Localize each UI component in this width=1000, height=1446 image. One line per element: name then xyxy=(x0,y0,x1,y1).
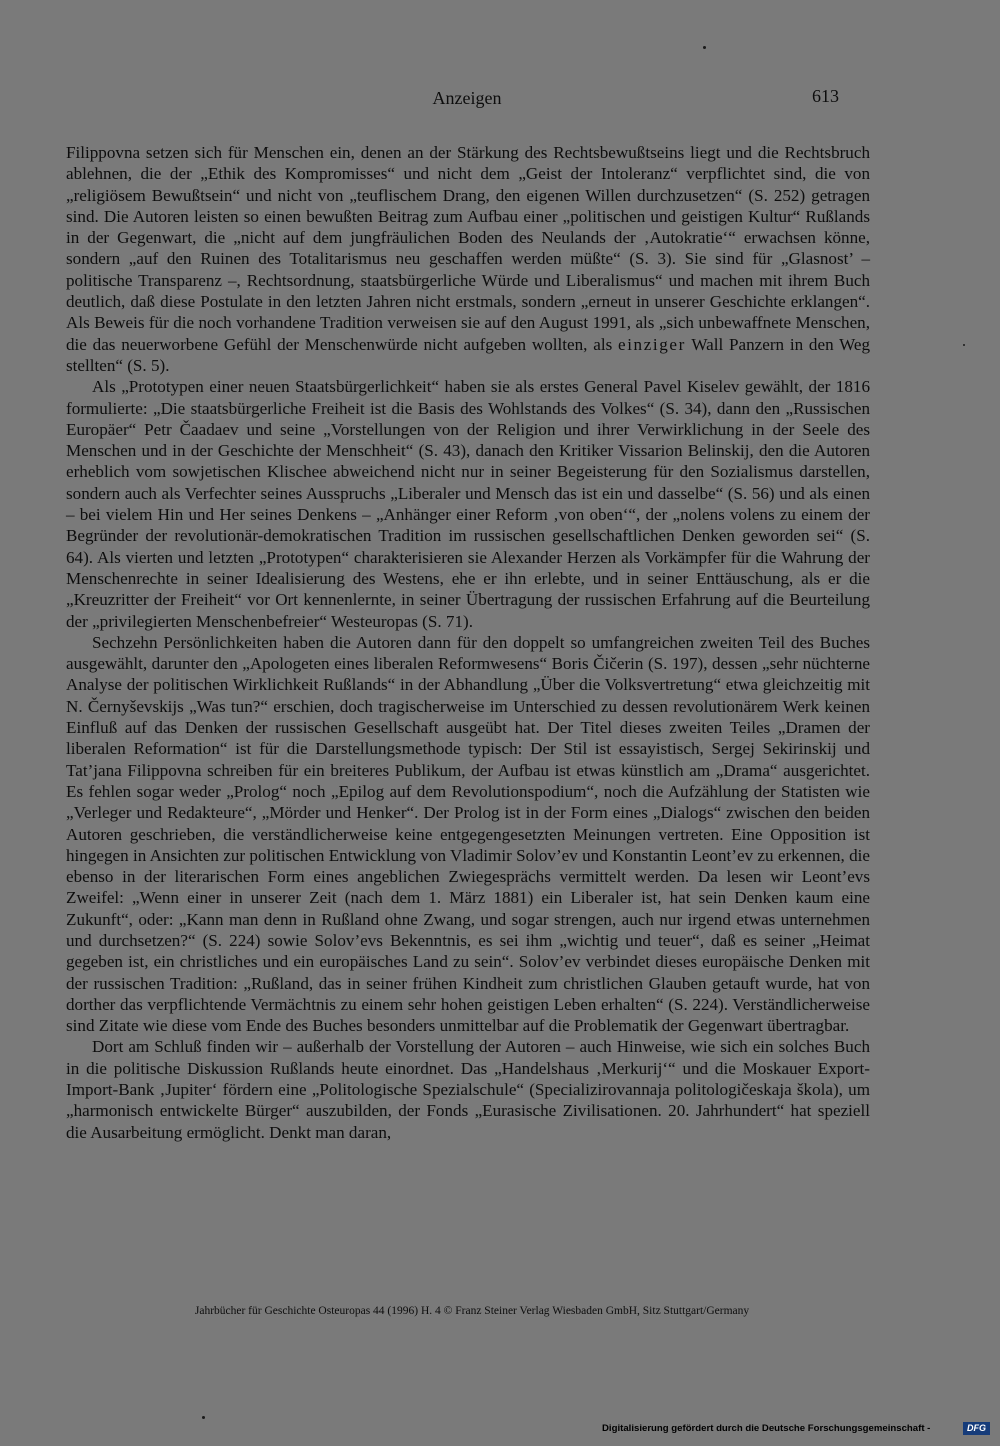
header-title: Anzeigen xyxy=(432,88,502,108)
paragraph-1 xyxy=(66,142,870,376)
paragraph-4: Dort am Schluß finden wir – außerhalb der Vorstellung der Autoren – auch Hinweise, wie sich ein solches Buch in die politische Diskussion Rußlands heute einordnet. Das „Handelshaus ‚Merkurij‘“ und die Moskauer Export-Import-Bank ‚Jupiter‘ fördern eine „Politologische Spezialschule“ (Specializirovannaja politologičeskaja škola), um „harmonisch entwickelte Bürger“ auszubilden, der Fonds „Eurasische Zivilisationen. 20. Jahrhundert“ hat speziell die Ausarbeitung ermöglicht. Denkt man daran, xyxy=(66,1037,870,1142)
scan-speck xyxy=(703,46,706,49)
digitization-banner: Digitalisierung gefördert durch die Deutsche Forschungsgemeinschaft - xyxy=(602,1423,931,1434)
article-body xyxy=(66,142,870,1143)
emphasis-einziger: einziger xyxy=(618,334,686,354)
dfg-logo: DFG xyxy=(963,1422,990,1435)
scan-speck xyxy=(202,1416,205,1419)
paragraph-1-text-a: Filippovna setzen sich für Menschen ein, denen an der Stärkung des Rechtsbewußtseins liegt und die Rechtsbruch ablehnen, die der „Ethik des Kompromisses“ und nicht dem „Geist der Intoleranz“ verpflichtet sind, die von „religiösem Bewußtsein“ und nicht von „teuflischem Drang, den eigenen Willen durchzusetzen“ (S. 252) getragen sind. Die Autoren leisten so einen bewußten Beitrag zum Aufbau einer „politischen und geistigen Kultur“ Rußlands in der Gegenwart, die „nicht auf dem jungfräulichen Boden des Neulands der ‚Autokratie‘“ erwachsen könne, sondern „auf den Ruinen des Totalitarismus neu geschaffen werden müßte“ (S. 3). Sie sind für „Glasnost’ – politische Transparenz –, Rechtsordnung, staatsbürgerliche Würde und Liberalismus“ und machen mit ihrem Buch deutlich, daß diese Postulate in den letzten Jahren nicht erstmals, sondern „erneut in unserer Geschichte erklangen“. Als Beweis für die noch vorhandene Tradition verweisen sie auf den August 1991, als „sich unbewaffnete Menschen, die das neuerworbene Gefühl der Menschenwürde nicht aufgeben wollten, als xyxy=(66,143,870,354)
page-number: 613 xyxy=(812,86,839,106)
paragraph-2: Als „Prototypen einer neuen Staatsbürgerlichkeit“ haben sie als erstes General Pavel Kiselev gewählt, der 1816 formulierte: „Die staatsbürgerliche Freiheit ist die Basis des Wohlstands des Volkes“ (S. 34), dann den „Russischen Europäer“ Petr Čaadaev und seine „Vorstellungen von der Religion und ihrer Verwirklichung in der Seele des Menschen und in der Geschichte der Menschheit“ (S. 43), danach den Kritiker Vissarion Belinskij, den die Autoren erheblich vom sowjetischen Klischee abweichend nicht nur in seiner Begeisterung für den Sozialismus darstellen, sondern auch als Verfechter seines Ausspruchs „Liberaler und Mensch das ist ein und dasselbe“ (S. 56) und als einen – bei vielem Hin und Her seines Denkens – „Anhänger einer Reform ‚von oben‘“, der „nolens volens zu einem der Begründer der revolutionär-demokratischen Tradition im russischen gesellschaftlichen Denken geworden sei“ (S. 64). Als vierten und letzten „Prototypen“ charakterisieren sie Alexander Herzen als Vorkämpfer für die Wahrung der Menschenrechte in seiner Idealisierung des Westens, ehe er ihn erlebte, und in seiner Enttäuschung, als er die „Kreuzritter der Freiheit“ vor Ort kennenlernte, in seiner Übertragung der russischen Erfahrung auf die Beurteilung der „privilegierten Menschenbefreier“ Westeuropas (S. 71). xyxy=(66,377,870,631)
footer-citation: Jahrbücher für Geschichte Osteuropas 44 (1996) H. 4 © Franz Steiner Verlag Wiesbaden GmbH, Sitz Stuttgart/Germany xyxy=(194,1305,750,1317)
scan-speck xyxy=(963,344,965,346)
paragraph-1-text-b: Wall Panzern in den Weg stellten“ (S. 5). xyxy=(66,334,870,375)
paragraph-3: Sechzehn Persönlichkeiten haben die Autoren dann für den doppelt so umfangreichen zweiten Teil des Buches ausgewählt, darunter den „Apologeten eines liberalen Reformwesens“ Boris Čičerin (S. 197), dessen „sehr nüchterne Analyse der politischen Wirklichkeit Rußlands“ in der Abhandlung „Über die Volksvertretung“ etwa gleichzeitig mit N. Černyševskijs „Was tun?“ erschien, doch tragischerweise im Unterschied zu dessen revolutionärem Werk keinen Einfluß auf das Denken der russischen Gesellschaft ausgeübt hat. Der Titel dieses zweiten Teiles „Dramen der liberalen Reformation“ ist für die Darstellungsmethode typisch: Der Stil ist essayistisch, Sergej Sekirinskij und Tat’jana Filippovna schreiben für ein breiteres Publikum, der Aufbau ist etwas künstlich am „Drama“ ausgerichtet. Es fehlen sogar weder „Prolog“ noch „Epilog auf dem Revolutionspodium“, noch die Aufzählung der Statisten wie „Verleger und Redakteure“, „Mörder und Henker“. Der Prolog ist in der Form eines „Dialogs“ zwischen den beiden Autoren geschrieben, die verständlicherweise keine entgegengesetzten Meinungen vertreten. Eine Opposition ist hingegen in Ansichten zur politischen Entwicklung von Vladimir Solov’ev und Konstantin Leont’ev zu erkennen, die ebenso in der literarischen Form eines angeblichen Zwiegesprächs vermittelt werden. Da lesen wir Leont’evs Zweifel: „Wenn einer in unserer Zeit (nach dem 1. März 1881) ein Liberaler ist, hat sein Denken kaum eine Zukunft“, oder: „Kann man denn in Rußland ohne Zwang, und sogar strengen, auch nur irgend etwas unternehmen und durchsetzen?“ (S. 224) sowie Solov’evs Bekenntnis, es sei ihm „wichtig und teuer“, daß es seiner „Heimat gegeben ist, ein christliches und ein europäisches Land zu sein“. Solov’ev verbindet dieses europäische Denken mit der russischen Tradition: „Rußland, das in seiner frühen Kindheit zum christlichen Glauben getauft wurde, hat von dorther das verpflichtende Vermächtnis zu einem sehr hohen geistigen Leben erhalten“ (S. 224). Verständlicherweise sind Zitate wie diese vom Ende des Buches besonders unmittelbar auf die Problematik der Gegenwart übertragbar. xyxy=(66,632,870,1036)
